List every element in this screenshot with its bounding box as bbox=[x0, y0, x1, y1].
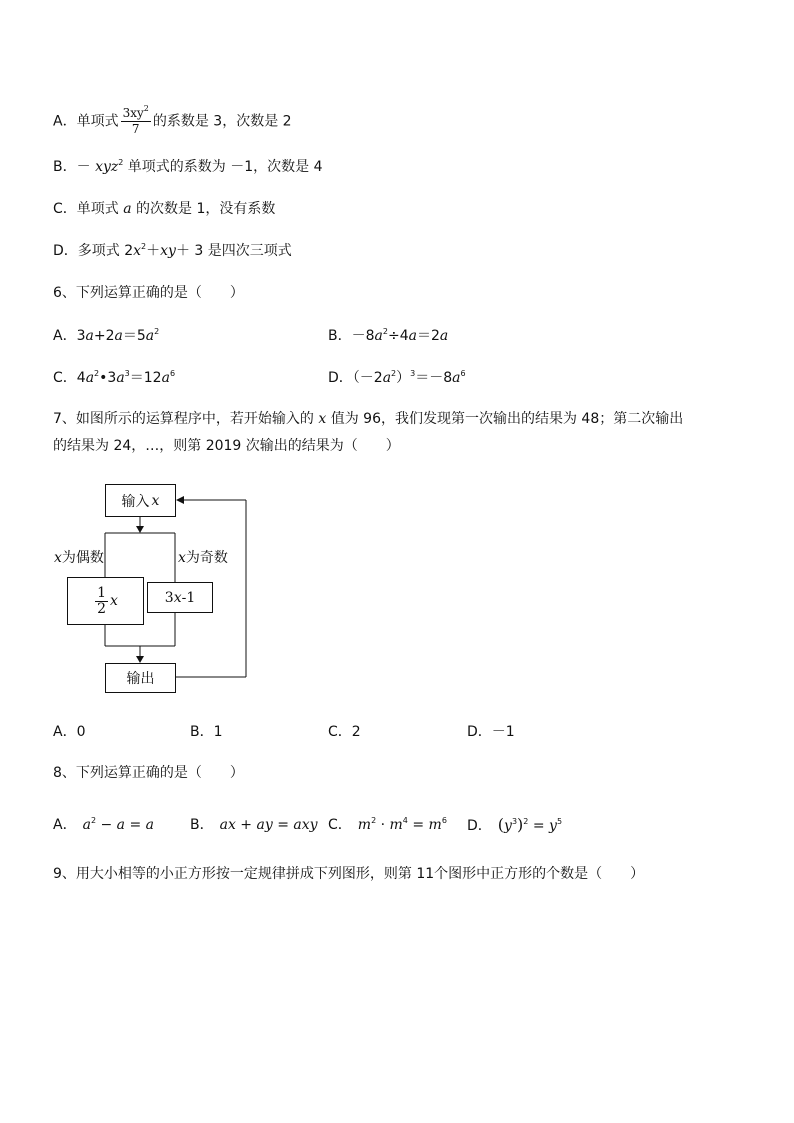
q8-d-v2: y bbox=[549, 818, 557, 834]
q8-a-v2: a bbox=[116, 817, 126, 833]
q8-d-close: ) bbox=[517, 815, 524, 834]
q8-c-v1: m bbox=[357, 817, 372, 833]
q8-a-eq: = bbox=[125, 817, 146, 833]
q8-a-v1: a bbox=[82, 817, 91, 833]
flow-arrowhead-input bbox=[136, 526, 144, 533]
q9-stem: 9、用大小相等的小正方形按一定规律拼成下列图形，则第 11个图形中正方形的个数是（ ） bbox=[53, 866, 645, 882]
q6-d-eq: ＝－8 bbox=[415, 370, 453, 386]
q5-c-var: a bbox=[123, 201, 132, 217]
q5-a-frac-denominator: 7 bbox=[131, 122, 140, 136]
flow-half-num: 1 bbox=[97, 584, 106, 601]
q6-d-label: D．（－2 bbox=[328, 370, 383, 386]
q8-c-e3: 6 bbox=[441, 816, 447, 825]
q7-option-b: B．1 bbox=[190, 724, 223, 740]
q7-stem-part-a: 7、如图所示的运算程序中，若开始输入的 bbox=[53, 411, 314, 427]
q6-c-mid: •3 bbox=[99, 370, 117, 386]
flow-half-box bbox=[67, 577, 144, 625]
flow-odd-expr-a: 3 bbox=[164, 589, 174, 606]
q5-a-frac-numerator: 3xy bbox=[122, 106, 144, 120]
q5-c-suffix: 的次数是 1，没有系数 bbox=[136, 201, 276, 217]
q6-c-v1: a bbox=[85, 370, 95, 386]
flow-input-label: 输入 bbox=[121, 493, 150, 510]
q8-c-label: C． bbox=[328, 817, 352, 833]
q7-option-c: C．2 bbox=[328, 724, 361, 740]
flow-odd-expr-b: -1 bbox=[181, 589, 196, 606]
q6-a-v1: a bbox=[85, 328, 94, 344]
flow-odd-text: 为奇数 bbox=[185, 550, 228, 566]
q6-c-exp3: 6 bbox=[169, 369, 176, 378]
q8-a-v3: a bbox=[145, 817, 155, 833]
q6-stem: 6、下列运算正确的是（ ） bbox=[53, 285, 244, 301]
q5-a-frac-exp: 2 bbox=[143, 104, 149, 113]
q8-option-a bbox=[53, 815, 154, 835]
q8-d-e3: 5 bbox=[556, 817, 563, 826]
q6-c-exp2: 3 bbox=[124, 369, 130, 378]
q5-b-exp: 2 bbox=[118, 158, 124, 167]
q8-option-c bbox=[328, 815, 447, 835]
flow-arrowhead-loop bbox=[176, 496, 184, 504]
q7-stem-var: x bbox=[318, 411, 327, 427]
flow-arrowhead-output bbox=[136, 656, 144, 663]
q5-d-x: x bbox=[133, 243, 142, 259]
q8-b-label: B． bbox=[190, 817, 214, 833]
q6-a-v3: a bbox=[145, 328, 155, 344]
flow-half-var: x bbox=[110, 593, 118, 609]
q8-option-d bbox=[467, 815, 562, 836]
q5-a-prefix: A．单项式 bbox=[53, 113, 119, 130]
q8-c-e2: 4 bbox=[402, 816, 408, 825]
flow-input-box bbox=[105, 484, 176, 517]
q5-d-suffix: ＋ 3 是四次三项式 bbox=[175, 243, 292, 259]
q6-a-v2: a bbox=[114, 328, 123, 344]
q6-b-exp1: 2 bbox=[382, 327, 388, 336]
q8-a-label: A． bbox=[53, 817, 77, 833]
flow-odd-expr-var: x bbox=[173, 589, 182, 606]
q7-option-a: A．0 bbox=[53, 724, 86, 740]
q5-c-prefix: C．单项式 bbox=[53, 201, 119, 217]
q6-d-v1: a bbox=[382, 370, 392, 386]
q6-a-mid: +2 bbox=[93, 328, 115, 344]
flow-even-label bbox=[54, 547, 104, 567]
q7-stem-line2: 的结果为 24，…，则第 2019 次输出的结果为（ ） bbox=[53, 438, 400, 454]
flow-input-var: x bbox=[151, 492, 160, 509]
q6-a-label: A．3 bbox=[53, 328, 86, 344]
q6-c-eq: ＝12 bbox=[129, 370, 162, 386]
q8-d-open: ( bbox=[497, 815, 505, 834]
q6-d-exp3: 6 bbox=[460, 369, 466, 378]
q8-c-dot: · bbox=[376, 817, 390, 833]
q8-stem: 8、下列运算正确的是（ ） bbox=[53, 765, 244, 781]
flow-output-label: 输出 bbox=[126, 671, 155, 687]
q8-b-expr: ax + ay = axy bbox=[219, 817, 318, 833]
flow-half-fraction bbox=[95, 586, 108, 617]
q5-a-suffix: 的系数是 3，次数是 2 bbox=[152, 113, 292, 130]
q6-b-v1: a bbox=[374, 328, 383, 344]
q5-d-prefix: D．多项式 2 bbox=[53, 243, 134, 259]
q5-d-plus: ＋ bbox=[146, 243, 161, 259]
q6-b-label: B．－8 bbox=[328, 328, 375, 344]
q8-d-label: D． bbox=[467, 818, 492, 834]
q7-option-d: D．－1 bbox=[467, 724, 515, 740]
flow-even-var: x bbox=[54, 550, 62, 566]
q6-d-v2: a bbox=[452, 370, 461, 386]
flow-odd-var: x bbox=[178, 550, 186, 566]
q8-d-e2: 2 bbox=[523, 817, 529, 826]
q6-c-exp1: 2 bbox=[94, 369, 100, 378]
q8-d-eq: = bbox=[528, 818, 550, 834]
q6-b-mid: ÷4 bbox=[387, 328, 409, 344]
q8-c-e1: 2 bbox=[371, 816, 377, 825]
flow-even-text: 为偶数 bbox=[61, 550, 104, 566]
q6-b-eq: ＝2 bbox=[416, 328, 440, 344]
q5-b-prefix: B．－ bbox=[53, 159, 91, 175]
q5-d-xy: xy bbox=[160, 243, 176, 259]
q8-c-eq: = bbox=[407, 817, 429, 833]
q8-a-e1: 2 bbox=[90, 816, 97, 825]
q5-b-suffix: 单项式的系数为 －1，次数是 4 bbox=[127, 159, 323, 175]
q5-d-exp: 2 bbox=[141, 242, 147, 251]
q8-c-v3: m bbox=[428, 817, 442, 833]
q6-b-v2: a bbox=[408, 328, 417, 344]
q8-d-e1: 3 bbox=[511, 817, 518, 826]
q6-d-exp1: 2 bbox=[391, 369, 397, 378]
q6-a-exp: 2 bbox=[154, 327, 160, 336]
flow-odd-box bbox=[147, 582, 213, 613]
q6-d-close: ） bbox=[396, 370, 411, 386]
q8-d-v1: y bbox=[504, 818, 512, 834]
q8-a-op: − bbox=[96, 817, 117, 833]
q6-c-v3: a bbox=[161, 370, 170, 386]
q6-c-label: C．4 bbox=[53, 370, 86, 386]
flow-half-den: 2 bbox=[97, 600, 106, 617]
q5-b-expr: xyz bbox=[95, 159, 119, 175]
flow-output-box bbox=[105, 663, 176, 693]
q7-stem-part-b: 值为 96，我们发现第一次输出的结果为 48；第二次输出 bbox=[330, 411, 684, 427]
q8-option-b bbox=[190, 815, 318, 835]
flow-odd-label bbox=[178, 547, 228, 567]
q6-d-exp2: 3 bbox=[410, 369, 416, 378]
q6-b-v3: a bbox=[439, 328, 449, 344]
q6-c-v2: a bbox=[116, 370, 125, 386]
q6-a-eq: ＝5 bbox=[122, 328, 146, 344]
q8-c-v2: m bbox=[389, 817, 403, 833]
